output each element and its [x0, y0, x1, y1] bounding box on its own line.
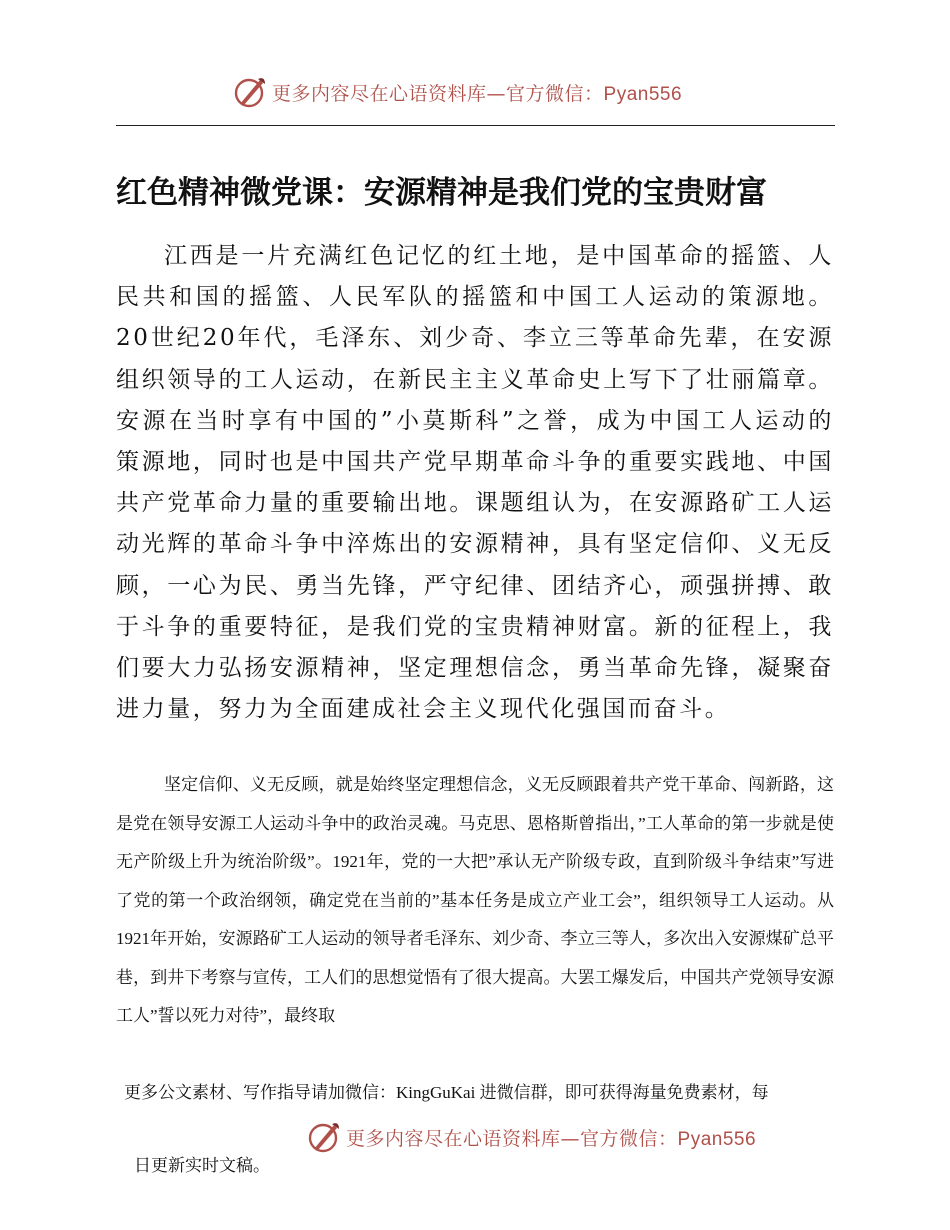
header-banner-wechat: 官方微信：Pyan556	[506, 83, 683, 105]
footer-banner-main: 更多内容尽在心语资料库	[346, 1127, 561, 1150]
footer-banner-separator: —	[560, 1127, 581, 1150]
article-paragraph-2: 坚定信仰、义无反顾，就是始终坚定理想信念，义无反顾跟着共产党干革命、闯新路，这是党在领导安源工人运动斗争中的政治灵魂。马克思、恩格斯曾指出，”工人革命的第一步就是使无产阶级上升为统治阶级”。1921年，党的一大把”承认无产阶级专政，直到阶级斗争结束”写进了党的第一个政治纲领，确定党在当前的”基本任务是成立产业工会”，组织领导工人运动。从1921年开始，安源路矿工人运动的领导者毛泽东、刘少奇、李立三等人，多次出入安源煤矿总平巷，到井下考察与宣传，工人们的思想觉悟有了很大提高。大罢工爆发后，中国共产党领导安源工人”誓以死力对待”，最终取	[116, 775, 834, 1025]
header-banner-text	[272, 79, 682, 106]
quill-logo-icon	[232, 74, 268, 110]
header-watermark-banner	[232, 72, 712, 112]
quill-logo-icon	[306, 1119, 342, 1155]
article-title: 红色精神微党课：安源精神是我们党的宝贵财富	[116, 175, 767, 211]
article-paragraph-1: 江西是一片充满红色记忆的红土地，是中国革命的摇篮、人民共和国的摇篮、人民军队的摇篮和中国工人运动的策源地。20世纪20年代，毛泽东、刘少奇、李立三等革命先辈，在安源组织领导的工人运动，在新民主主义革命史上写下了壮丽篇章。安源在当时享有中国的”小莫斯科”之誉，成为中国工人运动的策源地，同时也是中国共产党早期革命斗争的重要实践地、中国共产党革命力量的重要输出地。课题组认为，在安源路矿工人运动光辉的革命斗争中淬炼出的安源精神，具有坚定信仰、义无反顾，一心为民、勇当先锋，严守纪律、团结齐心，顽强拼搏、敢于斗争的重要特征，是我们党的宝贵精神财富。新的征程上，我们要大力弘扬安源精神，坚定理想信念，勇当革命先锋，凝聚奋进力量，努力为全面建成社会主义现代化强国而奋斗。	[116, 243, 834, 723]
footer-promo-line-2: 日更新实时文稿。	[134, 1156, 270, 1175]
footer-watermark-banner	[306, 1117, 786, 1157]
footer-banner-text	[346, 1124, 756, 1151]
header-banner-separator: —	[486, 82, 507, 105]
header-divider	[116, 125, 835, 126]
header-banner-main: 更多内容尽在心语资料库	[272, 82, 487, 105]
footer-promo-line-1: 更多公文素材、写作指导请加微信：KingGuKai 进微信群，即可获得海量免费素材，每	[124, 1083, 769, 1102]
footer-banner-wechat: 官方微信：Pyan556	[580, 1128, 757, 1150]
